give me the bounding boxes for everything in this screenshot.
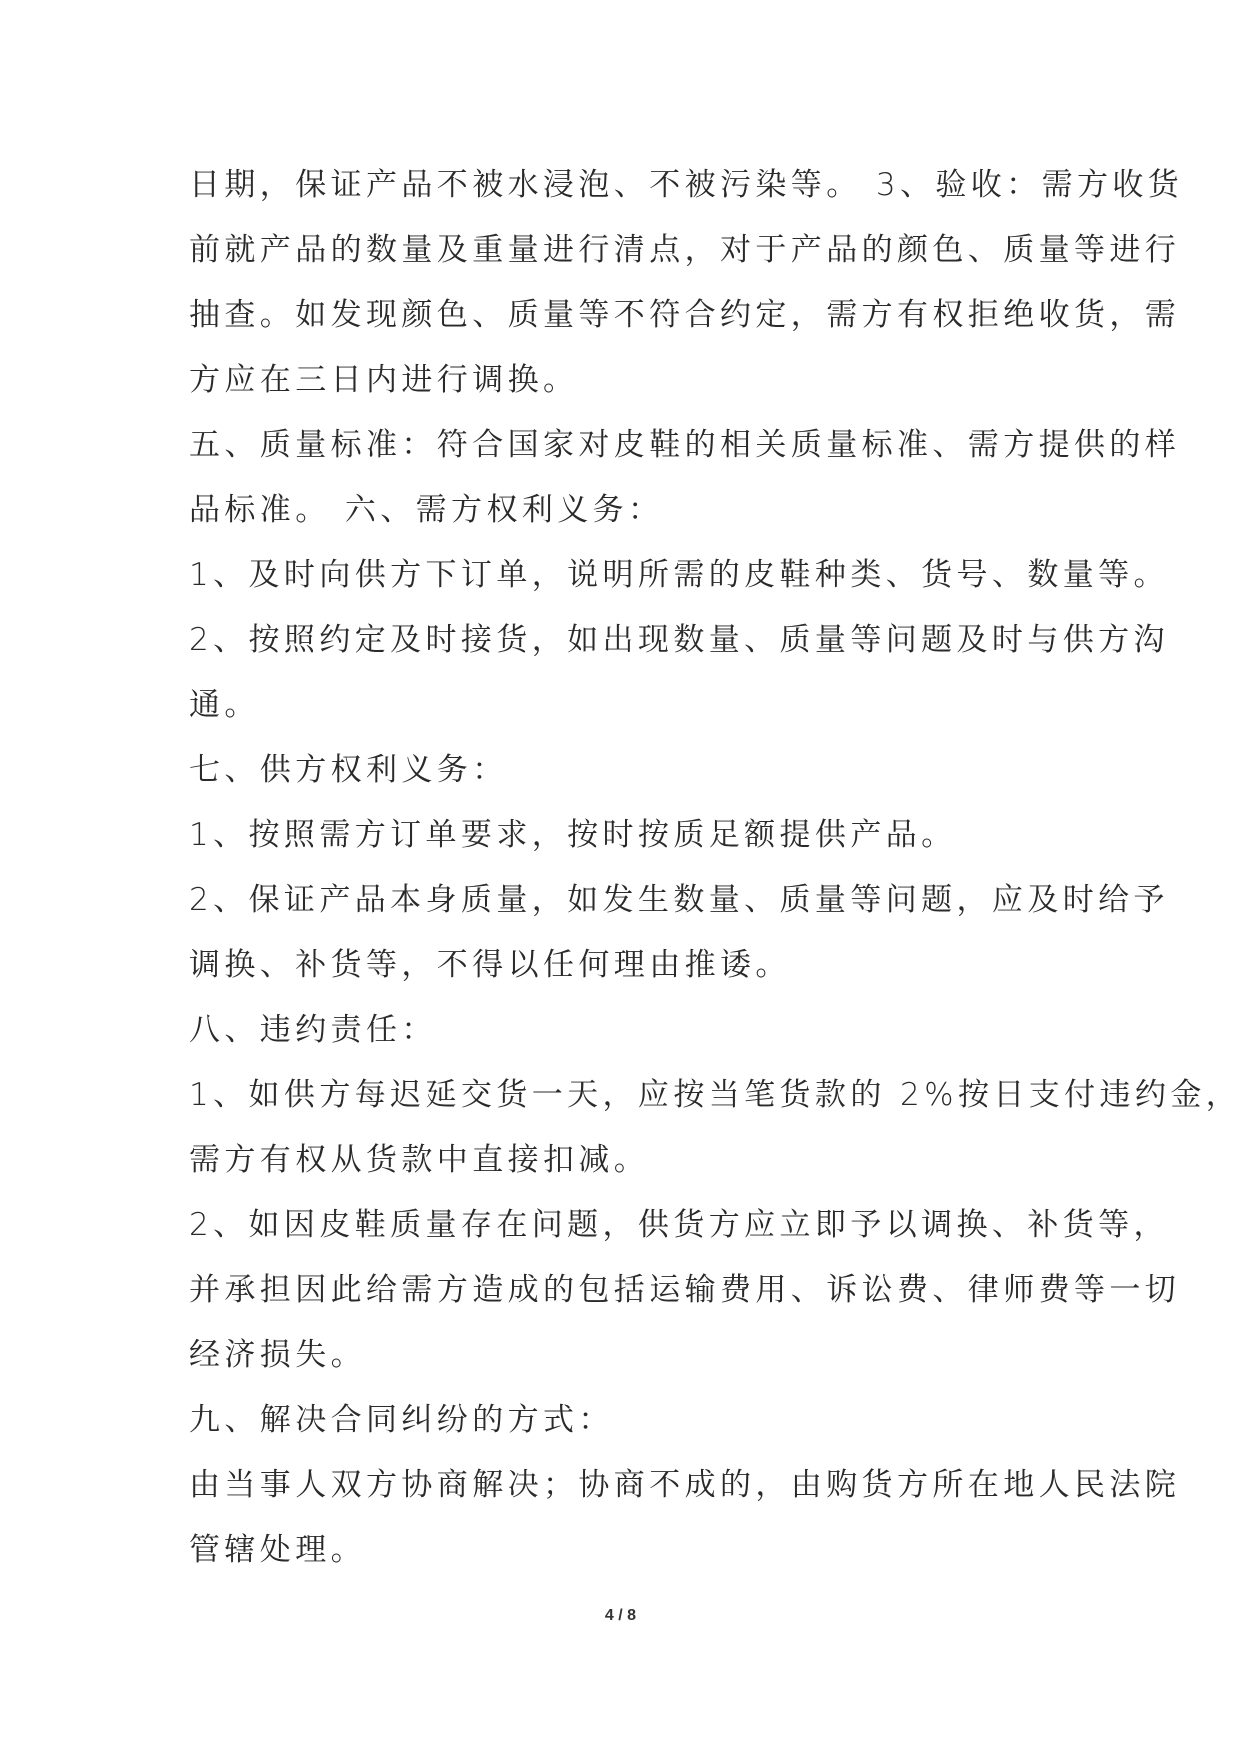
document-body <box>189 153 1241 1583</box>
text-line: 通。 <box>189 687 260 723</box>
text-line: 2、按照约定及时接货，如出现数量、质量等问题及时与供方沟 <box>189 622 1169 658</box>
text-line: 抽查。如发现颜色、质量等不符合约定，需方有权拒绝收货，需 <box>189 297 1181 333</box>
text-line: 需方有权从货款中直接扣减。 <box>189 1142 650 1178</box>
text-line: 1、及时向供方下订单，说明所需的皮鞋种类、货号、数量等。 <box>189 557 1169 593</box>
text-line: 2、如因皮鞋质量存在问题，供货方应立即予以调换、补货等， <box>189 1207 1169 1243</box>
text-line: 经济损失。 <box>189 1337 366 1373</box>
text-line: 日期，保证产品不被水浸泡、不被污染等。 3、验收：需方收货 <box>189 167 1184 203</box>
text-line: 管辖处理。 <box>189 1532 366 1568</box>
text-line: 五、质量标准：符合国家对皮鞋的相关质量标准、需方提供的样 <box>189 427 1181 463</box>
text-line: 2、保证产品本身质量，如发生数量、质量等问题，应及时给予 <box>189 882 1169 918</box>
text-line: 并承担因此给需方造成的包括运输费用、诉讼费、律师费等一切 <box>189 1272 1181 1308</box>
text-line: 七、供方权利义务： <box>189 752 508 788</box>
page-number: 4 / 8 <box>604 1607 637 1624</box>
text-line: 1、如供方每迟延交货一天，应按当笔货款的 2%按日支付违约金， <box>189 1077 1241 1113</box>
text-line: 品标准。 六、需方权利义务： <box>189 492 664 528</box>
text-line: 由当事人双方协商解决；协商不成的，由购货方所在地人民法院 <box>189 1467 1181 1503</box>
text-line: 前就产品的数量及重量进行清点，对于产品的颜色、质量等进行 <box>189 232 1181 268</box>
text-line: 八、违约责任： <box>189 1012 437 1048</box>
text-line: 调换、补货等，不得以任何理由推诿。 <box>189 947 791 983</box>
text-line: 九、解决合同纠纷的方式： <box>189 1402 614 1438</box>
text-line: 1、按照需方订单要求，按时按质足额提供产品。 <box>189 817 957 853</box>
text-line: 方应在三日内进行调换。 <box>189 362 579 398</box>
